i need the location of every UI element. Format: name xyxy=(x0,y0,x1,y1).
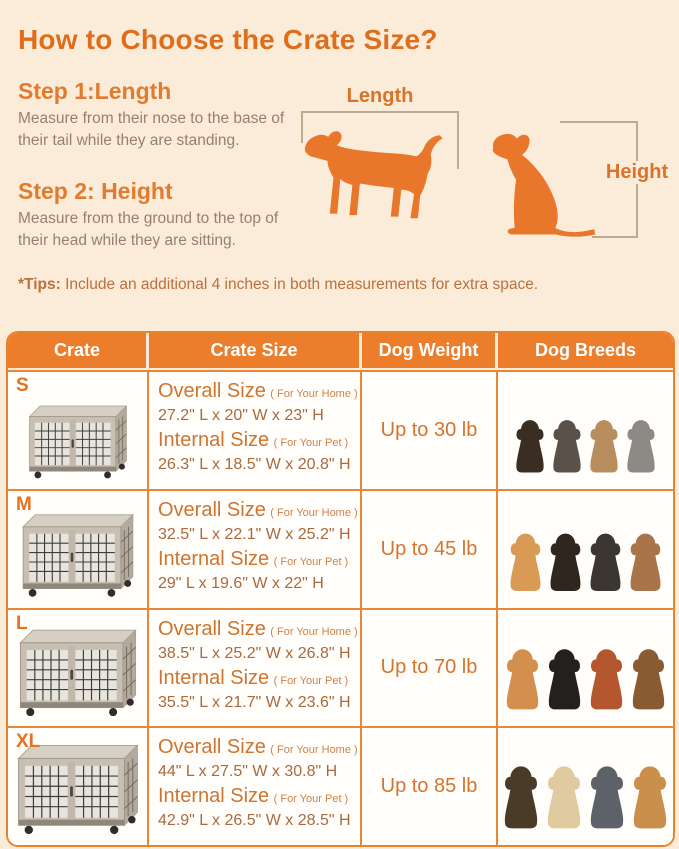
springer-spaniel-image xyxy=(587,648,626,710)
crate-product-image-m xyxy=(18,508,138,597)
basset-hound-image xyxy=(629,648,668,710)
size-cell-xl xyxy=(149,726,362,845)
step-1-text: Measure from their nose to the base of their tail while they are standing. xyxy=(18,110,285,149)
header-dog-breeds: Dog Breeds xyxy=(498,333,673,370)
overall-size-label: Overall Size xyxy=(158,498,266,521)
internal-dimensions-l: 35.5" L x 21.7" W x 23.6" H xyxy=(158,693,351,711)
husky-image xyxy=(587,765,627,829)
overall-size-label: Overall Size xyxy=(158,736,266,759)
overall-size-note: ( For Your Home ) xyxy=(270,625,358,638)
crate-cell-l xyxy=(8,608,149,727)
shiba-inu-image xyxy=(503,648,542,710)
internal-size-note: ( For Your Pet ) xyxy=(273,437,349,449)
overall-size-note: ( For Your Home ) xyxy=(270,744,358,757)
overall-dimensions-s: 27.2" L x 20" W x 23" H xyxy=(158,407,324,424)
corgi-image xyxy=(507,532,544,592)
height-measurement-label: Height xyxy=(598,161,676,184)
header-dog-weight: Dog Weight xyxy=(362,333,498,370)
standing-dog-silhouette xyxy=(297,118,471,231)
internal-size-note: ( For Your Pet ) xyxy=(273,555,349,568)
step-2-heading: Step 2: Height xyxy=(18,178,173,204)
internal-size-label: Internal Size xyxy=(158,429,270,451)
overall-size-note: ( For Your Home ) xyxy=(270,506,358,519)
golden-retriever-image xyxy=(630,765,670,829)
crate-size-table xyxy=(6,331,675,847)
crate-cell-s xyxy=(8,370,149,489)
tips-text: Include an additional 4 inches in both measurements for extra space. xyxy=(60,276,539,293)
weight-cell-s: Up to 30 lb xyxy=(362,370,498,489)
breeds-cell-m xyxy=(498,489,673,608)
breeds-cell-xl xyxy=(498,726,673,845)
breeds-cell-s xyxy=(498,370,673,489)
yorkshire-terrier-image xyxy=(550,419,584,473)
overall-size-label: Overall Size xyxy=(158,380,266,402)
internal-dimensions-s: 26.3" L x 18.5" W x 20.8" H xyxy=(158,456,351,473)
height-measure-tick-top xyxy=(560,121,637,123)
breeds-cell-l xyxy=(498,608,673,727)
internal-size-note: ( For Your Pet ) xyxy=(273,793,349,806)
size-label-l: L xyxy=(16,612,28,634)
weight-cell-xl: Up to 85 lb xyxy=(362,726,498,845)
internal-size-label: Internal Size xyxy=(158,785,270,808)
page-title: How to Choose the Crate Size? xyxy=(18,24,438,55)
size-cell-m xyxy=(149,489,362,608)
french-bulldog-image xyxy=(587,532,624,592)
dachshund-image xyxy=(547,532,584,592)
header-crate: Crate xyxy=(8,333,149,370)
overall-dimensions-xl: 44" L x 27.5" W x 30.8" H xyxy=(158,763,338,781)
tips-label: *Tips: xyxy=(18,276,61,293)
size-cell-s xyxy=(149,370,362,489)
labrador-retriever-image xyxy=(544,765,584,829)
crate-cell-xl xyxy=(8,726,149,845)
step-2-text: Measure from the ground to the top of their head while they are sitting. xyxy=(18,210,279,249)
size-label-s: S xyxy=(16,375,29,396)
german-shepherd-image xyxy=(501,765,541,829)
step-1-heading: Step 1:Length xyxy=(18,78,172,104)
internal-dimensions-m: 29" L x 19.6" W x 22" H xyxy=(158,574,324,592)
size-label-xl: XL xyxy=(16,731,41,753)
internal-size-label: Internal Size xyxy=(158,547,270,570)
crate-product-image-s xyxy=(25,400,131,479)
shih-tzu-image xyxy=(587,419,621,473)
crate-product-image-l xyxy=(15,623,141,717)
overall-size-label: Overall Size xyxy=(158,617,266,640)
internal-dimensions-xl: 42.9" L x 26.5" W x 28.5" H xyxy=(158,812,351,830)
overall-dimensions-m: 32.5" L x 22.1" W x 25.2" H xyxy=(158,525,351,543)
internal-size-note: ( For Your Pet ) xyxy=(273,674,349,687)
overall-dimensions-l: 38.5" L x 25.2" W x 26.8" H xyxy=(158,644,351,662)
poodle-image xyxy=(624,419,658,473)
beagle-image xyxy=(627,532,664,592)
tips-note xyxy=(18,276,668,294)
sitting-dog-silhouette xyxy=(483,120,601,242)
size-label-m: M xyxy=(16,493,32,515)
crate-cell-m xyxy=(8,489,149,608)
border-collie-image xyxy=(545,648,584,710)
weight-cell-l: Up to 70 lb xyxy=(362,608,498,727)
chihuahua-image xyxy=(513,419,547,473)
size-cell-l xyxy=(149,608,362,727)
length-measurement-label: Length xyxy=(346,85,414,107)
weight-cell-m: Up to 45 lb xyxy=(362,489,498,608)
internal-size-label: Internal Size xyxy=(158,666,270,689)
length-measure-line xyxy=(301,111,459,113)
overall-size-note: ( For Your Home ) xyxy=(270,388,358,400)
header-crate-size: Crate Size xyxy=(149,333,362,370)
height-measure-tick-bottom xyxy=(592,236,637,238)
